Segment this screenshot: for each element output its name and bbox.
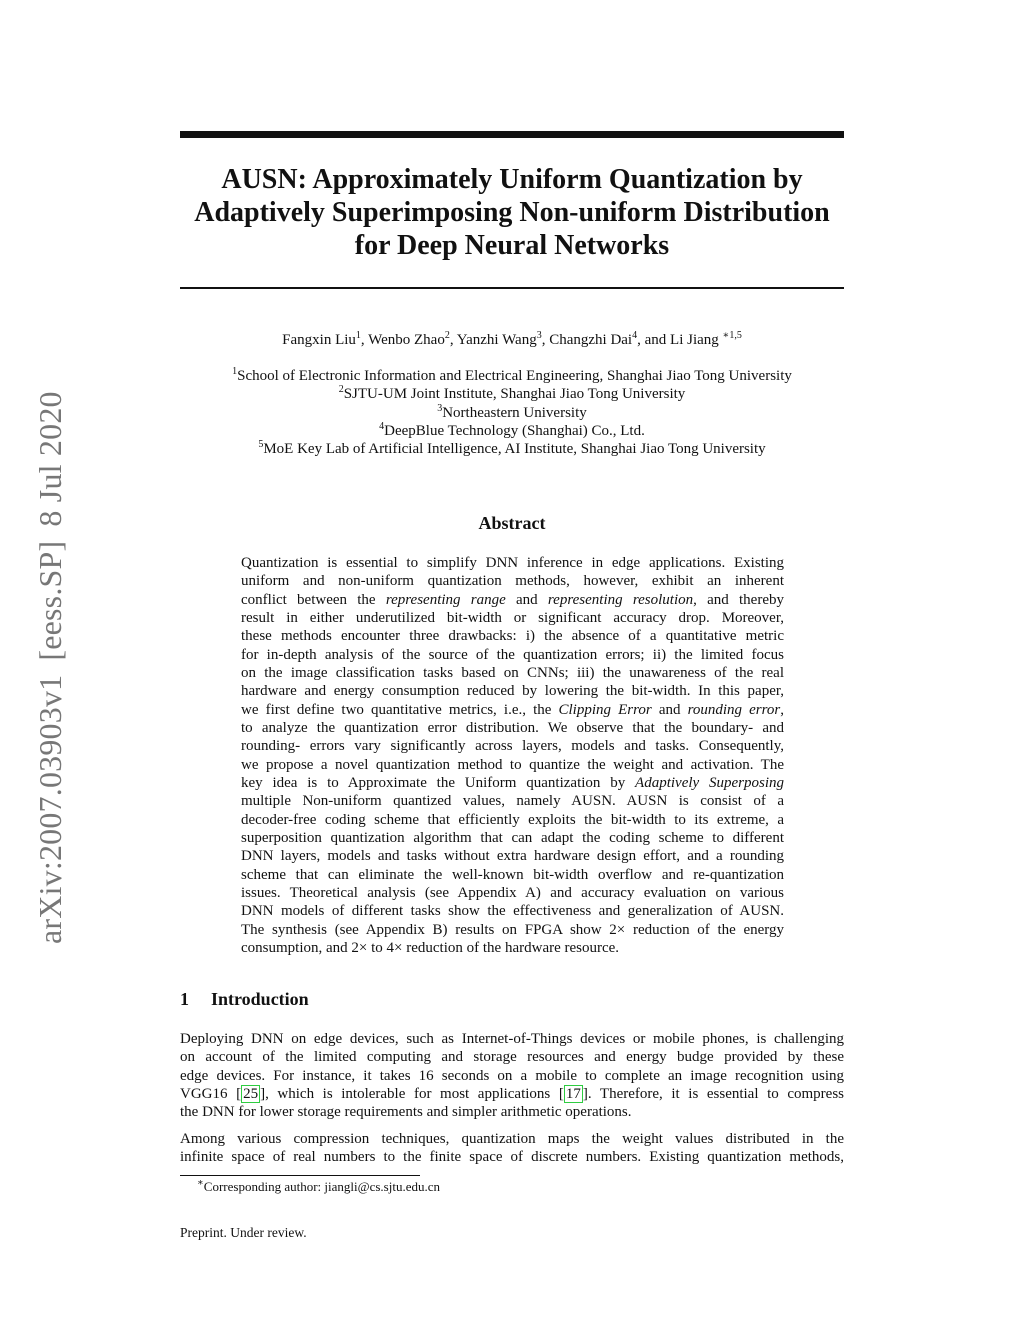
section-heading bbox=[180, 988, 844, 1010]
author-affil-mark: 2 bbox=[444, 330, 450, 341]
citation-link[interactable]: 17 bbox=[565, 1085, 581, 1102]
citation-link[interactable]: 25 bbox=[243, 1085, 259, 1102]
title-line: Adaptively Superimposing Non-uniform Distribution bbox=[194, 197, 830, 228]
affiliation-text: DeepBlue Technology (Shanghai) Co., Ltd. bbox=[384, 422, 645, 439]
affiliation bbox=[180, 404, 844, 422]
author-separator: , and bbox=[637, 332, 671, 348]
author-separator: , bbox=[449, 332, 457, 348]
text-line: on account of the limited computing and storage resources and energy budge provided by these bbox=[180, 1049, 844, 1066]
abstract-line: uniform and non-uniform quantization methods, however, exhibit an inherent bbox=[241, 573, 784, 590]
affiliation-list bbox=[180, 367, 844, 458]
affiliation bbox=[180, 422, 844, 440]
abstract-line: conflict between the representing range and representing resolution, and thereby bbox=[241, 591, 784, 608]
title-line: for Deep Neural Networks bbox=[354, 230, 670, 261]
affiliation-mark: 4 bbox=[379, 420, 385, 432]
abstract-line: issues. Theoretical analysis (see Appendix A) and accuracy evaluation on various bbox=[241, 884, 784, 901]
arxiv-date: 8 Jul 2020 bbox=[32, 391, 68, 527]
text-line: Among various compression techniques, quantization maps the weight values distributed in the bbox=[180, 1131, 844, 1147]
affiliation-text: MoE Key Lab of Artificial Intelligence, AI Institute, Shanghai Jiao Tong University bbox=[263, 441, 766, 458]
text-line: Deploying DNN on edge devices, such as Internet-of-Things devices or mobile phones, is challenging bbox=[180, 1031, 844, 1047]
footnote-text: Corresponding author: jiangli@cs.sjtu.edu.cn bbox=[203, 1179, 440, 1194]
affiliation-mark: 3 bbox=[437, 402, 443, 414]
affiliation-text: Northeastern University bbox=[442, 404, 587, 421]
abstract-line: decoder-free coding scheme that efficiently exploits the bit-width to its extreme, a bbox=[241, 811, 784, 828]
abstract-line: Quantization is essential to simplify DNN inference in edge applications. Existing bbox=[241, 555, 784, 571]
abstract-body bbox=[241, 554, 784, 957]
author-affil-mark: ∗1,5 bbox=[722, 330, 742, 341]
arxiv-category: [eess.SP] bbox=[32, 540, 68, 661]
author-separator: , bbox=[360, 332, 369, 348]
author-affil-mark: 4 bbox=[632, 330, 638, 341]
intro-paragraph bbox=[180, 1030, 844, 1122]
abstract-line: consumption, and 2× to 4× reduction of the hardware resource. bbox=[241, 939, 620, 956]
affiliation-mark: 1 bbox=[232, 366, 238, 377]
arxiv-stamp bbox=[32, 391, 68, 944]
abstract-line: to analyze the quantization error distribution. We observe that the boundary- and bbox=[241, 719, 784, 736]
author-name: Yanzhi Wang bbox=[456, 332, 537, 348]
arxiv-id: arXiv:2007.03903v1 bbox=[32, 674, 68, 944]
abstract-line: for in-depth analysis of the source of the quantization errors; ii) the limited focus bbox=[241, 646, 784, 663]
affiliation bbox=[180, 367, 844, 385]
intro-paragraph bbox=[180, 1130, 844, 1167]
footnote-mark: ∗ bbox=[197, 1177, 204, 1189]
text-line: edge devices. For instance, it takes 16 seconds on a mobile to complete an image recognition using bbox=[180, 1067, 844, 1084]
abstract-line: result in either underutilized bit-width or significant accuracy drop. Moreover, bbox=[241, 609, 784, 626]
abstract-line: multiple Non-uniform quantized values, namely AUSN. AUSN is consist of a bbox=[241, 793, 784, 810]
abstract-line: DNN layers, models and tasks without extra hardware design effort, and a rounding bbox=[241, 848, 784, 865]
section-title: Introduction bbox=[211, 989, 309, 1009]
text-line: the DNN for lower storage requirements and simpler arithmetic operations. bbox=[180, 1104, 632, 1121]
abstract-line: on the image classification tasks based on CNNs; iii) the unawareness of the real bbox=[241, 664, 784, 681]
preprint-notice: Preprint. Under review. bbox=[180, 1225, 307, 1240]
abstract-heading: Abstract bbox=[478, 513, 546, 533]
author-list bbox=[180, 330, 844, 350]
abstract-line: we propose a novel quantization method to quantize the weight and activation. The bbox=[241, 756, 784, 773]
section-number: 1 bbox=[180, 989, 189, 1009]
text-line: infinite space of real numbers to the finite space of discrete numbers. Existing quantization methods, bbox=[180, 1149, 844, 1166]
footnote-rule bbox=[180, 1175, 420, 1176]
author-name: Changzhi Dai bbox=[549, 332, 633, 348]
text-line: VGG16 [ 25 ], which is intolerable for most applications [ 17 ]. Therefore, it is essential to compress bbox=[180, 1085, 844, 1102]
author-name: Wenbo Zhao bbox=[368, 332, 445, 348]
paper-title bbox=[180, 163, 844, 262]
affiliation bbox=[180, 385, 844, 403]
affiliation-mark: 5 bbox=[258, 439, 264, 451]
author-affil-mark: 3 bbox=[536, 330, 542, 341]
abstract-line: superposition quantization algorithm that can adapt the coding scheme to different bbox=[241, 829, 784, 846]
footnote bbox=[197, 1179, 440, 1195]
abstract-line: The synthesis (see Appendix B) results on FPGA show 2× reduction of the energy bbox=[241, 921, 784, 938]
author-affil-mark: 1 bbox=[355, 330, 361, 341]
abstract-line: we first define two quantitative metrics, i.e., the Clipping Error and rounding error, bbox=[241, 701, 784, 718]
abstract-line: scheme that can eliminate the well-known bit-width overflow and re-quantization bbox=[241, 866, 784, 883]
author-separator: , bbox=[541, 332, 550, 348]
abstract-line: these methods encounter three drawbacks: i) the absence of a quantitative metric bbox=[241, 628, 784, 645]
affiliation-text: SJTU-UM Joint Institute, Shanghai Jiao Tong University bbox=[343, 386, 686, 403]
abstract-line: hardware and energy consumption reduced by lowering the bit-width. In this paper, bbox=[241, 683, 784, 700]
affiliation-mark: 2 bbox=[338, 384, 344, 396]
affiliation-text: School of Electronic Information and Electrical Engineering, Shanghai Jiao Tong University bbox=[237, 368, 792, 384]
author-name: Fangxin Liu bbox=[282, 332, 356, 348]
affiliation bbox=[180, 440, 844, 458]
abstract-line: DNN models of different tasks show the effectiveness and generalization of AUSN. bbox=[241, 903, 784, 920]
abstract-line: rounding- errors vary significantly across layers, models and tasks. Consequently, bbox=[241, 738, 784, 755]
author-name: Li Jiang bbox=[670, 332, 719, 348]
abstract-line: key idea is to Approximate the Uniform quantization by Adaptively Superposing bbox=[241, 774, 784, 791]
title-line: AUSN: Approximately Uniform Quantization by bbox=[221, 164, 803, 195]
title-rule-top bbox=[180, 131, 844, 138]
title-rule-bottom bbox=[180, 287, 844, 289]
